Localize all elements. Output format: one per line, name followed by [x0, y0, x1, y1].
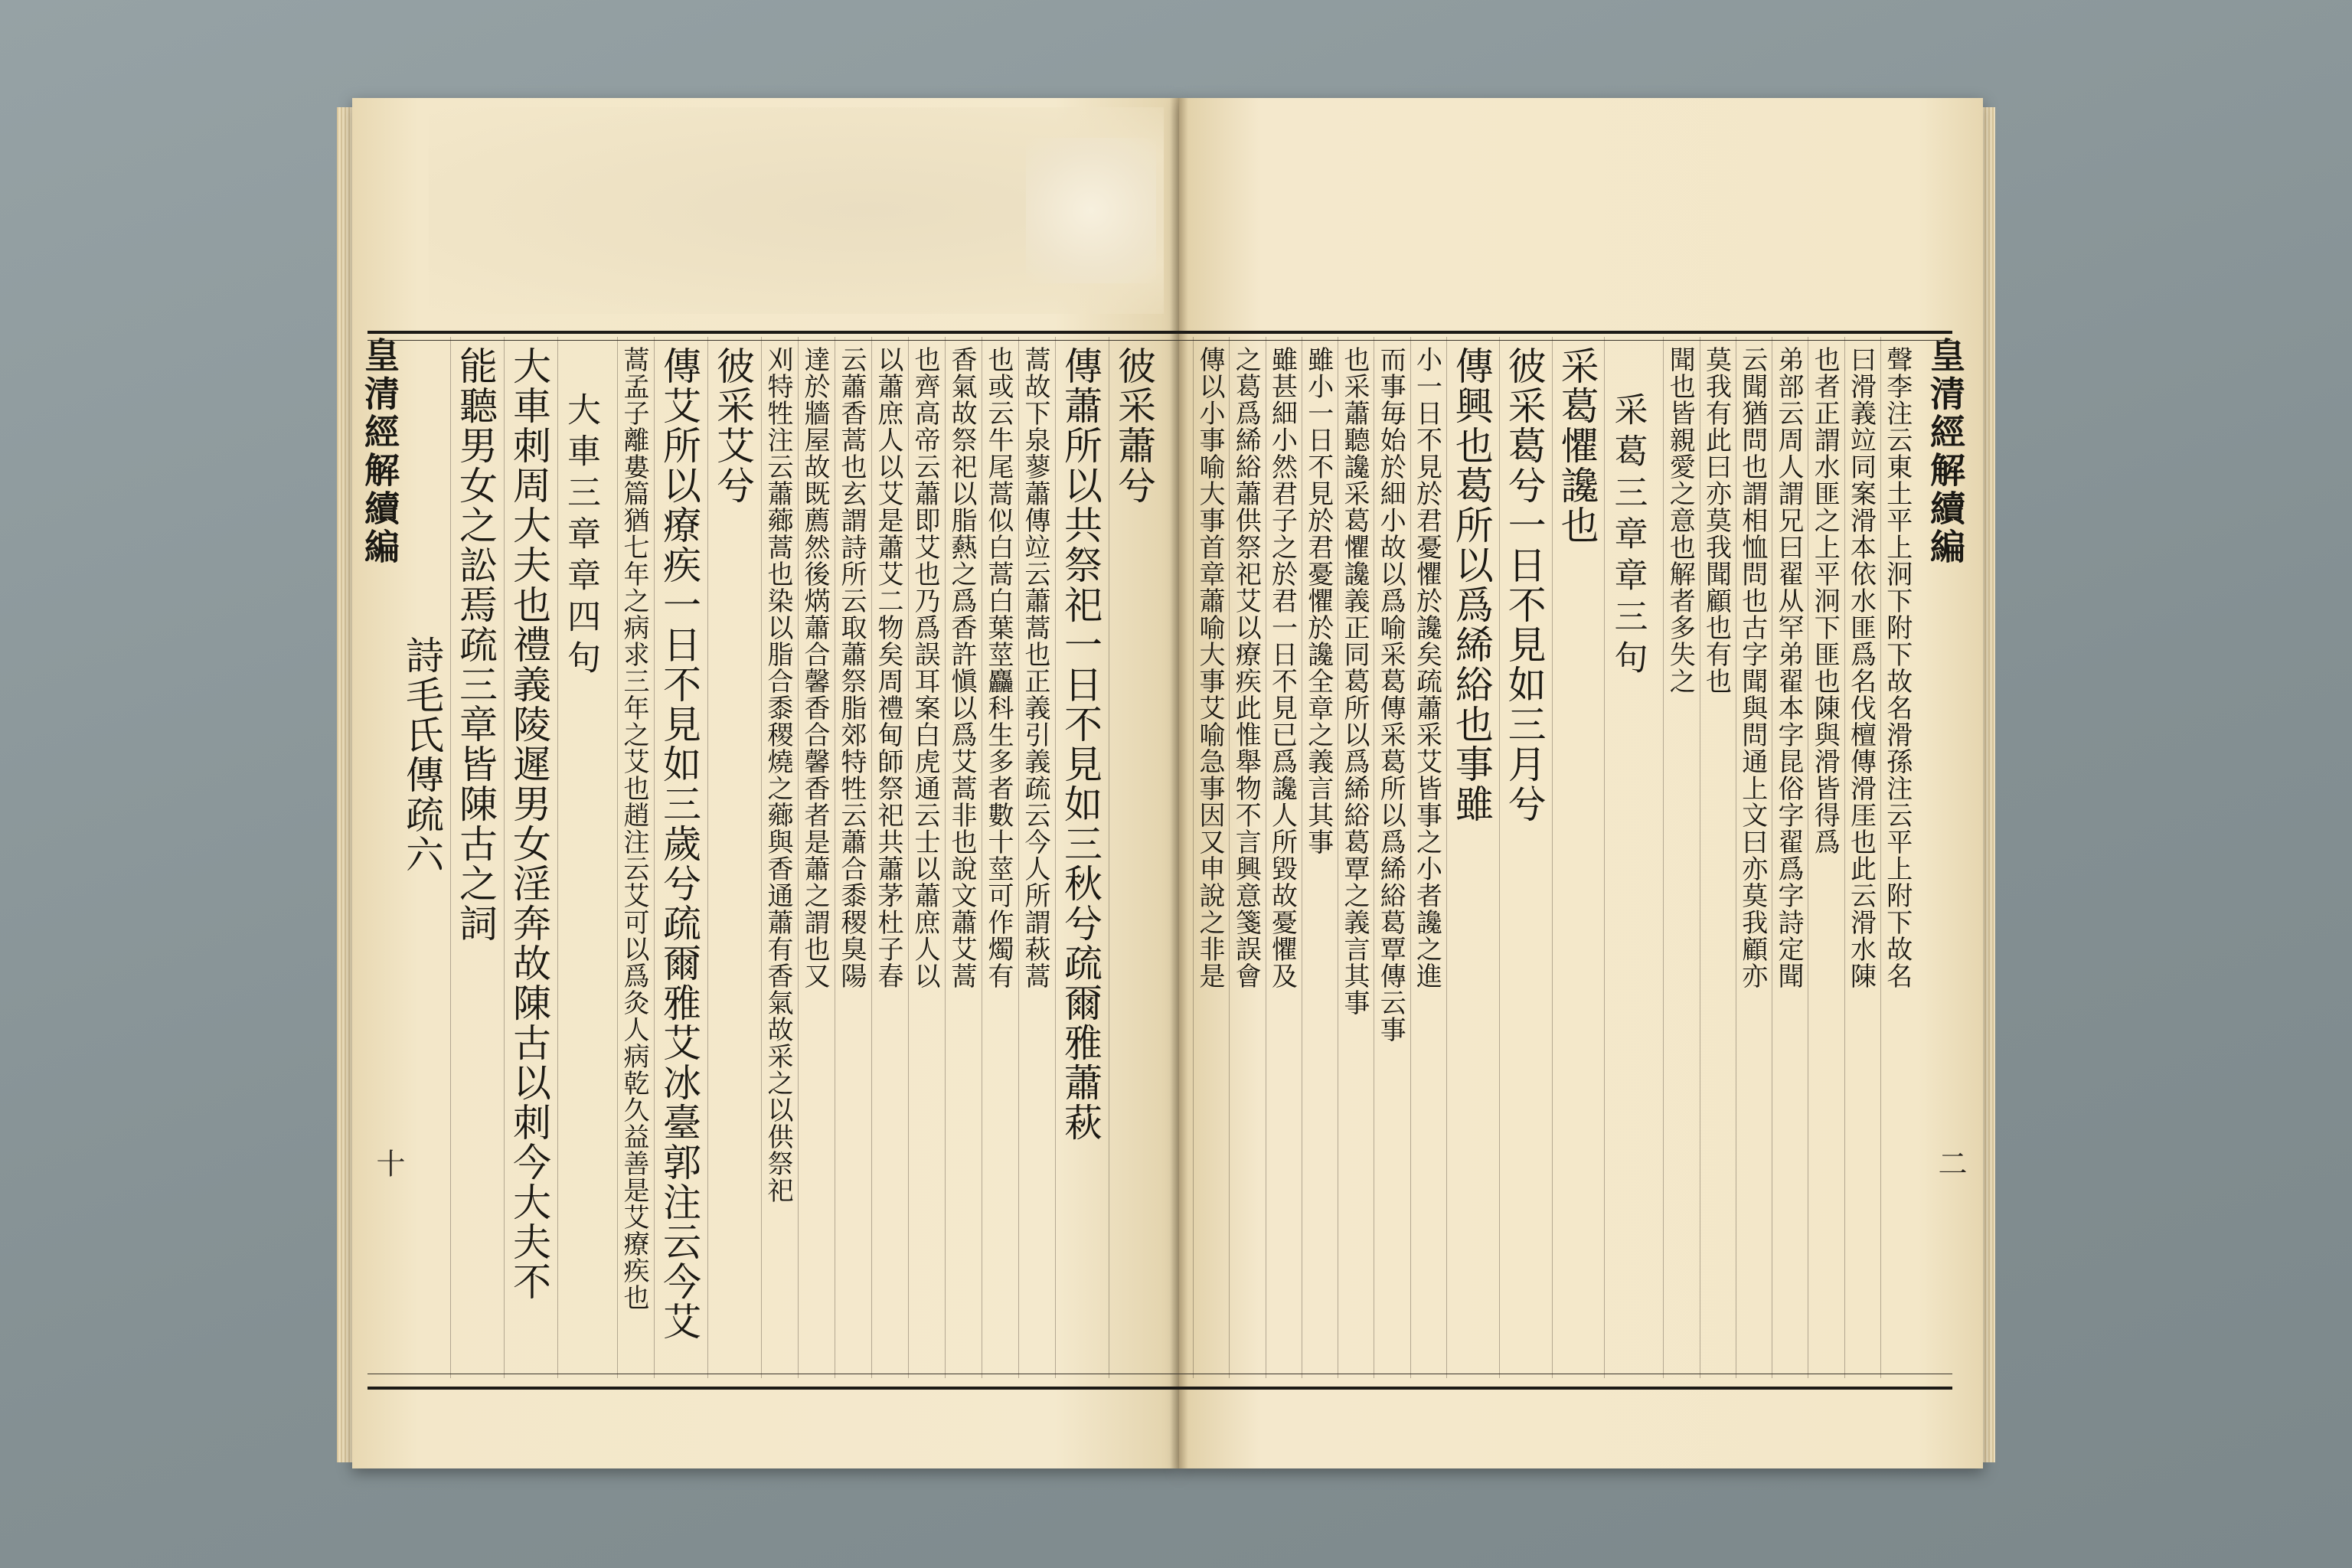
- left-column-rule: [707, 337, 708, 1378]
- right-column-18: 傳以小事喻大事首章蕭喻大事艾喻急事因又申說之非是: [1194, 346, 1225, 989]
- left-column-10: 刈特牲注云蕭薌蒿也染以脂合黍稷燒之薌與香通蕭有香氣故采之以供祭祀: [763, 346, 793, 1204]
- left-column-1: 彼采蕭兮: [1112, 346, 1156, 505]
- right-column-10: 彼采葛兮一日不見如三月兮: [1501, 346, 1547, 824]
- right-column-17: 之葛爲絺綌蕭供祭祀艾以療疾此惟舉物不言興意箋誤會: [1230, 346, 1262, 989]
- right-margin-title: 皇清經解續編: [1925, 337, 1966, 567]
- left-column-rule: [945, 337, 946, 1378]
- left-column-rule: [557, 337, 558, 1378]
- right-column-rule: [1446, 337, 1447, 1378]
- left-column-4: 也或云牛尾蒿似白蒿白葉莖麤科生多者數十莖可作燭有: [983, 346, 1014, 989]
- left-column-14: 大車三章章四句: [561, 392, 600, 681]
- left-margin-title: 皇清經解續編: [359, 337, 400, 567]
- left-column-rule: [504, 337, 505, 1378]
- right-column-rule: [1193, 337, 1194, 1378]
- left-column-5: 香氣故祭祀以脂爇之爲香許愼以爲艾蒿非也說文蕭艾蒿: [946, 346, 977, 989]
- left-column-13: 蒿孟子離婁篇猶七年之病求三年之艾也趙注云艾可以爲灸人病乾久益善是艾療疾也: [619, 346, 649, 1311]
- left-column-rule: [1018, 337, 1019, 1378]
- left-leaf-number: 十: [371, 1148, 405, 1178]
- left-column-11: 彼采艾兮: [710, 346, 755, 505]
- left-margin-book-title: 詩毛氏傳疏六: [400, 635, 444, 874]
- right-column-16: 雖甚細小然君子之於君一日不見已爲讒人所毀故憂懼及: [1266, 346, 1298, 989]
- left-column-rule: [871, 337, 872, 1378]
- left-column-rule: [798, 337, 799, 1378]
- right-column-6: 莫我有此曰亦莫我聞顧也有也: [1700, 346, 1732, 694]
- right-column-4: 弟部云周人謂兄曰翟从罕弟翟本字昆俗字翟爲字詩定聞: [1773, 346, 1804, 989]
- left-column-rule: [1055, 337, 1056, 1378]
- left-column-12: 傳艾所以療疾一日不見如三歲兮疏爾雅艾冰臺郭注云今艾: [657, 346, 701, 1341]
- right-column-rule: [1499, 337, 1500, 1378]
- left-column-8: 云蕭香蒿也玄謂詩所云取蕭祭脂郊特牲云蕭合黍稷臭陽: [836, 346, 867, 989]
- right-top-inner-rule: [1179, 340, 1952, 341]
- right-column-8: 采葛三章章三句: [1608, 392, 1648, 681]
- left-column-16: 能聽男女之訟焉疏三章皆陳古之詞: [453, 346, 498, 943]
- left-column-rule: [761, 337, 762, 1378]
- left-column-7: 以蕭庶人以艾是蕭艾二物矣周禮甸師祭祀共蕭茅杜子春: [873, 346, 903, 989]
- right-column-rule: [1552, 337, 1553, 1378]
- left-top-inner-rule: [368, 340, 1179, 341]
- right-column-3: 也者正謂水匪之上平泂下匪也陳與滑皆得爲: [1809, 346, 1841, 855]
- right-column-rule: [1880, 337, 1881, 1378]
- right-column-13: 而事毎始於細小故以爲喻采葛傳采葛所以爲絺綌葛覃傳云事: [1375, 346, 1406, 1043]
- right-column-12: 小一日不見於君憂懼於讒矣疏蕭采艾皆事之小者讒之進: [1411, 346, 1442, 989]
- left-column-rule: [908, 337, 909, 1378]
- right-column-rule: [1663, 337, 1664, 1378]
- left-column-15: 大車刺周大夫也禮義陵遲男女淫奔故陳古以刺今大夫不: [507, 346, 551, 1302]
- left-column-rule: [450, 337, 451, 1378]
- right-column-7: 聞也皆親愛之意也解者多失之: [1664, 346, 1696, 694]
- right-leaf-number: 二: [1933, 1148, 1967, 1178]
- right-column-1: 聲李注云東土平上泂下附下故名滑孫注云平上附下故名: [1881, 346, 1913, 989]
- right-column-rule: [1410, 337, 1411, 1378]
- paper-damage: [1026, 138, 1156, 283]
- right-column-11: 傳興也葛所以爲絺綌也事雖: [1449, 346, 1494, 824]
- right-column-9: 采葛懼讒也: [1554, 346, 1599, 545]
- right-column-14: 也采蕭聽讒采葛懼讒義正同葛所以爲絺綌葛覃之義言其事: [1339, 346, 1370, 1016]
- right-column-2: 曰滑義竝同案滑本依水匪爲名伐檀傳滑厓也此云滑水陳: [1845, 346, 1877, 989]
- right-column-rule: [1604, 337, 1605, 1378]
- left-column-rule: [617, 337, 618, 1378]
- left-column-2: 傳蕭所以共祭祀一日不見如三秋兮疏爾雅蕭萩: [1058, 346, 1102, 1142]
- right-column-5: 云聞猶問也謂相恤問也古字聞與問通上文曰亦莫我顧亦: [1736, 346, 1768, 989]
- left-column-6: 也齊高帝云蕭即艾也乃爲誤耳案白虎通云士以蕭庶人以: [910, 346, 940, 989]
- left-column-rule: [654, 337, 655, 1378]
- right-column-15: 雖小一日不見於君憂懼於讒全章之義言其事: [1302, 346, 1334, 855]
- right-column-rule: [1844, 337, 1845, 1378]
- left-column-3: 蒿故下泉蓼蕭傳竝云蕭蒿也正義引義疏云今人所謂萩蒿: [1020, 346, 1050, 989]
- right-column-rule: [1229, 337, 1230, 1378]
- left-column-9: 達於牆屋故既薦然後焫蕭合馨香合馨香者是蕭之謂也又: [799, 346, 830, 989]
